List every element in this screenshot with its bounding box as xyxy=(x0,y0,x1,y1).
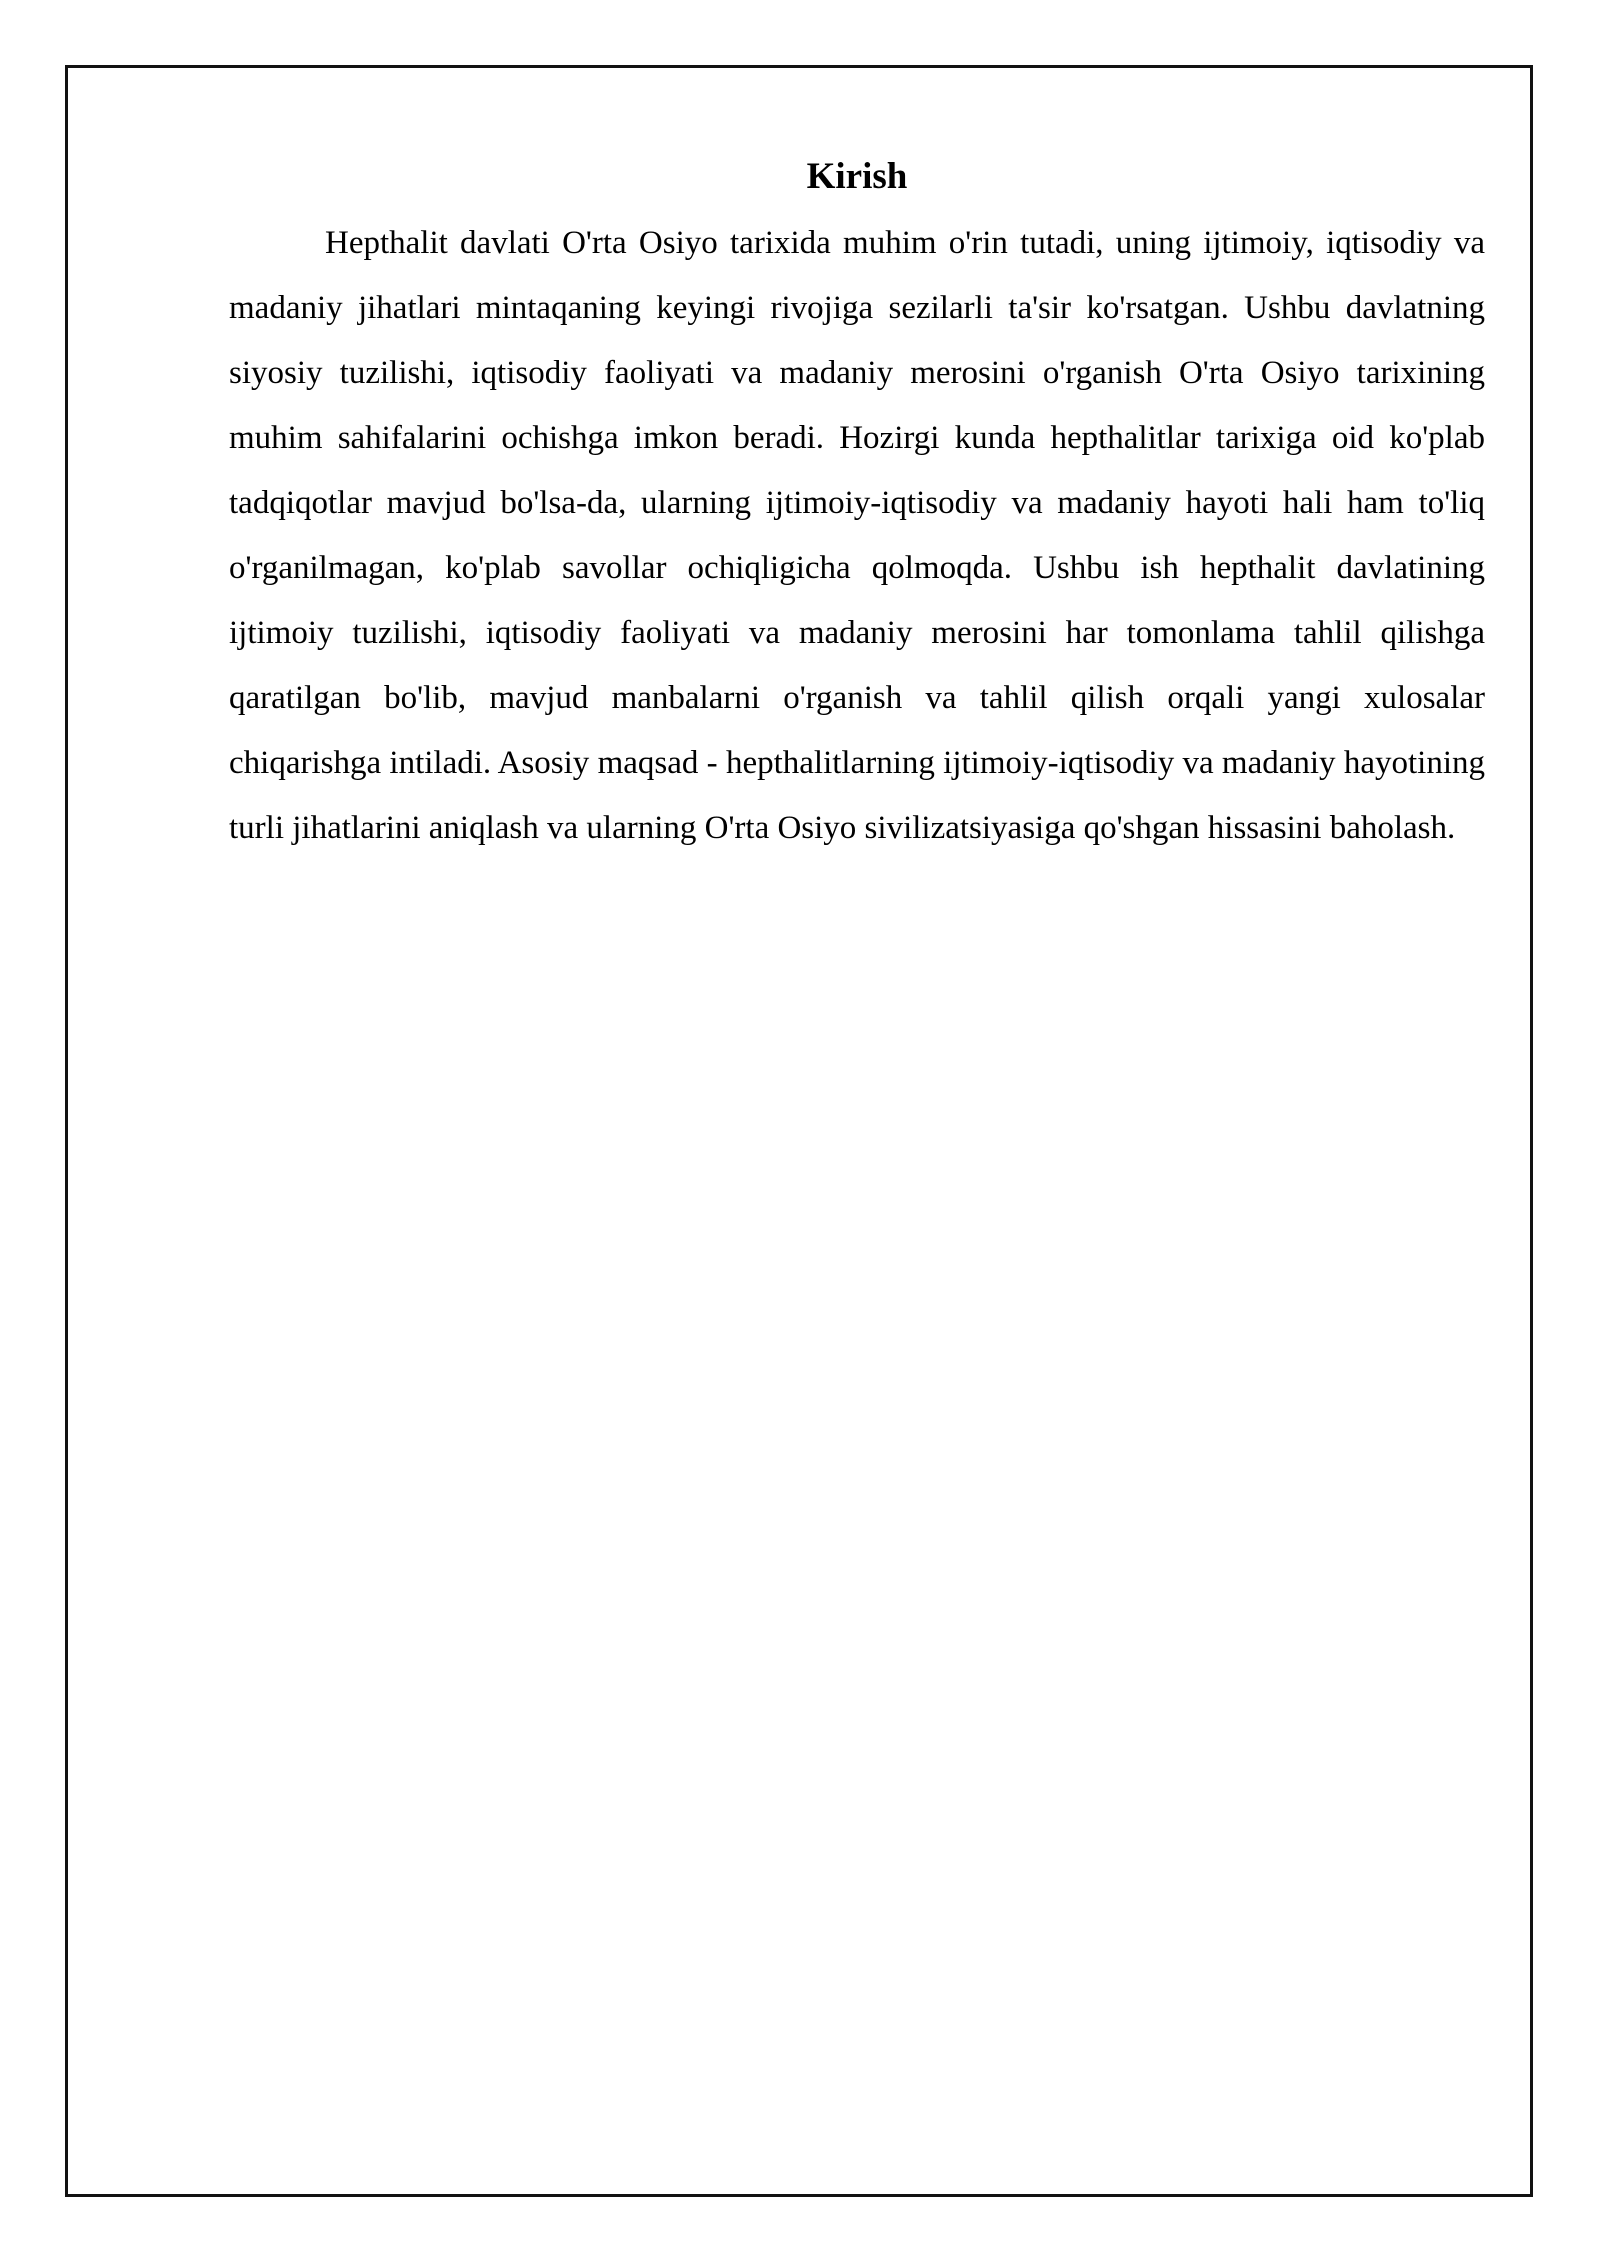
section-heading: Kirish xyxy=(806,156,908,197)
body-paragraph: Hepthalit davlati O'rta Osiyo tarixida muhim o'rin tutadi, uning ijtimoiy, iqtisodiy va madaniy jihatlari mintaqaning keyingi rivojiga sezilarli ta'sir ko'rsatgan. Ushbu davlatning siyosiy tuzilishi, iqtisodiy faoliyati va madaniy merosini o'rganish O'rta Osiyo tarixining muhim sahifalarini ochishga imkon beradi. Hozirgi kunda hepthalitlar tarixiga oid ko'plab tadqiqotlar mavjud bo'lsa-da, ularning ijtimoiy-iqtisodiy va madaniy hayoti hali ham to'liq o'rganilmagan, ko'plab savollar ochiqligicha qolmoqda. Ushbu ish hepthalit davlatining ijtimoiy tuzilishi, iqtisodiy faoliyati va madaniy merosini har tomonlama tahlil qilishga qaratilgan bo'lib, mavjud manbalarni o'rganish va tahlil qilish orqali yangi xulosalar chiqarishga intiladi. Asosiy maqsad - hepthalitlarning ijtimoiy-iqtisodiy va madaniy hayotining turli jihatlarini aniqlash va ularning O'rta Osiyo sivilizatsiyasiga qo'shgan hissasini baholash. xyxy=(229,225,1485,846)
document-body xyxy=(229,148,1485,861)
